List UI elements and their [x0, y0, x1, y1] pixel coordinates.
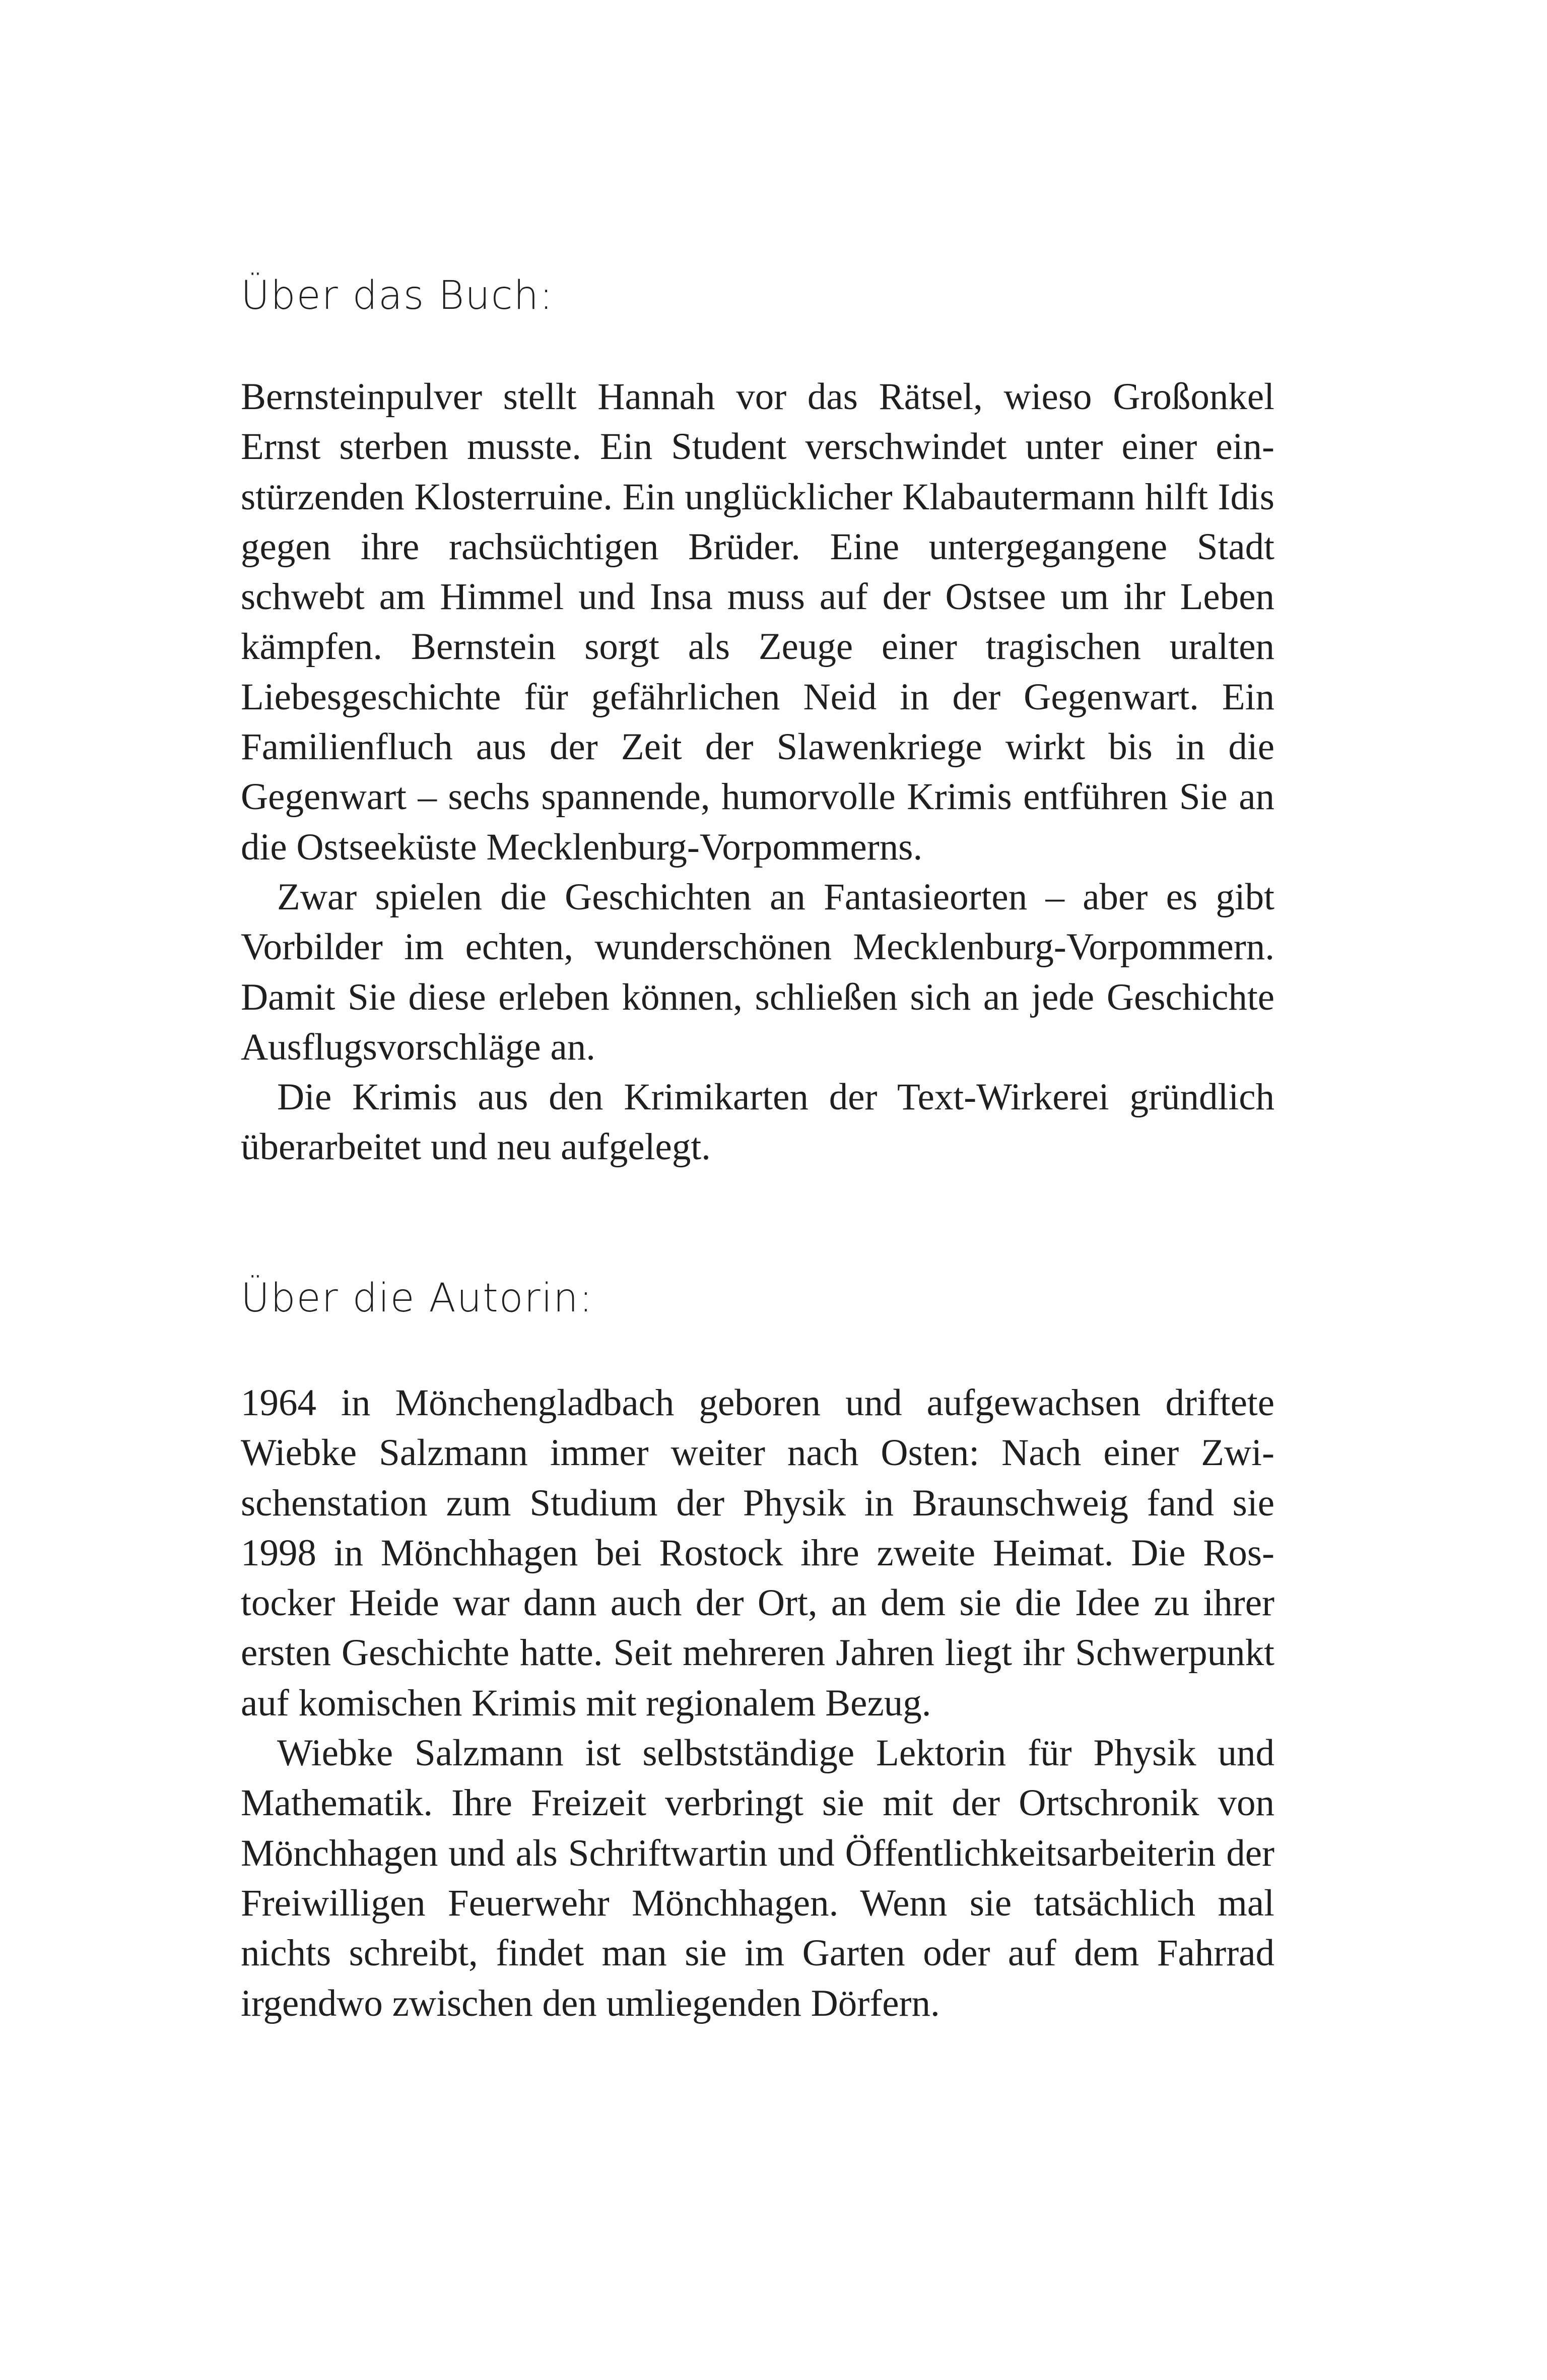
- about-author-section: [241, 1378, 1274, 2028]
- about-author-paragraph: Wiebke Salzmann ist selbstständige Lektorin für Physik und Mathematik. Ihre Freizeit verbringt sie mit der Ortschronik von Mönchhagen und als Schriftwartin und Öffentlichkeitsarbeiterin der Freiwilligen Feuerwehr Mönchhagen. Wenn sie tatsächlich mal nichts schreibt, findet man sie im Garten oder auf dem Fahrrad irgendwo zwischen den umliegenden Dörfern.: [241, 1732, 1274, 2024]
- about-book-paragraph: Bernsteinpulver stellt Hannah vor das Rätsel, wieso Großonkel Ernst sterben musste. Ein Student verschwindet unter einer einstürzenden Klosterruine. Ein unglücklicher Klabautermann hilft Idis gegen ihre rachsüchtigen Brüder. Eine untergegangene Stadt schwebt am Himmel und Insa muss auf der Ostsee um ihr Leben kämpfen. Bernstein sorgt als Zeuge einer tragischen uralten Liebesgeschichte für gefährlichen Neid in der Gegenwart. Ein Familienfluch aus der Zeit der Slawenkriege wirkt bis in die Gegenwart – sechs spannende, humorvolle Krimis entführen Sie an die Ostseeküste Mecklenburg-Vorpommerns.: [241, 376, 1274, 868]
- about-author-heading: Über die Autorin:: [241, 1276, 593, 1321]
- about-book-paragraph: Zwar spielen die Geschichten an Fantasieorten – aber es gibt Vorbilder im echten, wunderschönen Mecklenburg-Vorpommern. Damit Sie diese erleben können, schließen sich an jede Geschichte Ausflugsvorschläge an.: [241, 876, 1274, 1068]
- about-book-section: [241, 372, 1274, 1172]
- about-book-paragraph: Die Krimis aus den Krimikarten der Text-Wirkerei gründlich überarbeitet und neu aufgelegt.: [241, 1076, 1274, 1168]
- about-author-paragraph: 1964 in Mönchengladbach geboren und aufgewachsen driftete Wiebke Salzmann immer weiter nach Osten: Nach einer Zwischenstation zum Studium der Physik in Braunschweig fand sie 1998 in Mönchhagen bei Rostock ihre zweite Heimat. Die Rostocker Heide war dann auch der Ort, an dem sie die Idee zu ihrer ersten Geschichte hatte. Seit mehreren Jahren liegt ihr Schwerpunkt auf komischen Krimis mit regionalem Bezug.: [241, 1382, 1274, 1724]
- about-book-heading: Über das Buch:: [241, 273, 554, 318]
